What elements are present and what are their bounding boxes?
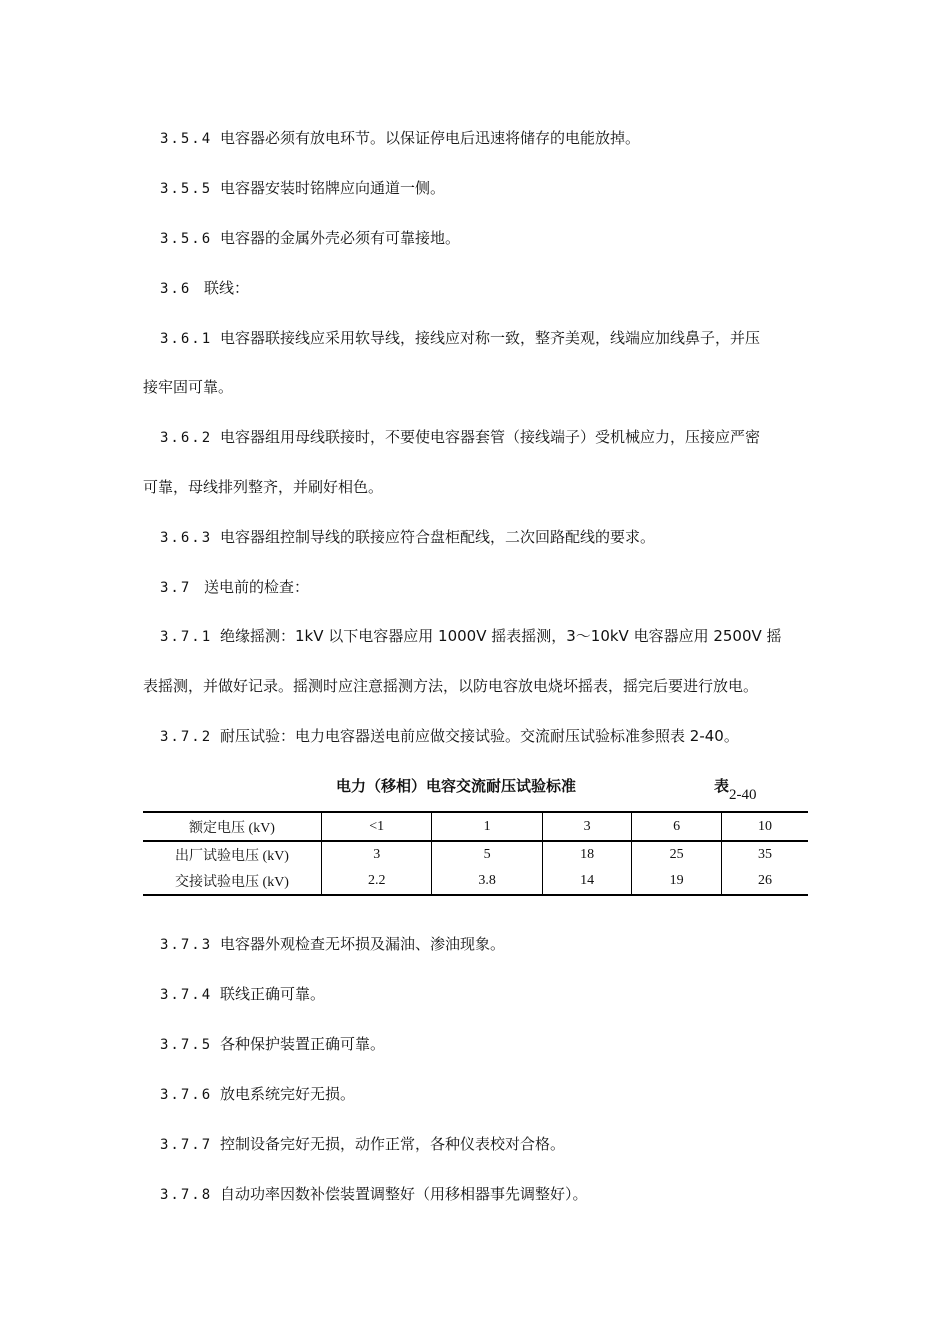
clause-text-continued: 表摇测，并做好记录。摇测时应注意摇测方法，以防电容放电烧坏摇表，摇完后要进行放电。 [143, 677, 759, 695]
clause-text: 各种保护装置正确可靠。 [220, 1035, 386, 1053]
clause-number: 3.6 [160, 281, 192, 297]
table-cell: 25 [632, 841, 722, 868]
clause-3-7-4 [160, 984, 820, 1005]
clause-3-5-4 [160, 128, 820, 149]
clause-number: 3.7 [160, 580, 192, 596]
table-number-value: 2-40 [729, 787, 757, 803]
clause-3-7-7 [160, 1134, 820, 1155]
clause-text: 电容器必须有放电环节。以保证停电后迅速将储存的电能放掉。 [220, 129, 641, 147]
clause-3-6-2-continuation [143, 477, 803, 497]
clause-number: 3.7.5 [160, 1037, 213, 1053]
clause-number: 3.7.7 [160, 1137, 213, 1153]
table-cell: 交接试验电压 (kV) [143, 868, 322, 895]
clause-text: 耐压试验：电力电容器送电前应做交接试验。交流耐压试验标准参照表 2-40。 [220, 727, 739, 745]
clause-text: 自动功率因数补偿装置调整好（用移相器事先调整好）。 [220, 1185, 588, 1203]
clause-text: 电容器组用母线联接时，不要使电容器套管（接线端子）受机械应力，压接应严密 [220, 428, 761, 446]
table-cell: 14 [542, 868, 632, 895]
table-cell: 5 [432, 841, 542, 868]
table-row [143, 868, 808, 895]
table-header-cell: 3 [542, 812, 632, 841]
table-header-cell: 10 [721, 812, 808, 841]
clause-3-6-3 [160, 527, 820, 548]
clause-text: 电容器联接线应采用软导线，接线应对称一致，整齐美观，线端应加线鼻子，并压 [220, 329, 761, 347]
table-number-label: 表 [714, 777, 730, 795]
clause-3-7-2 [160, 726, 820, 747]
clause-text: 控制设备完好无损，动作正常，各种仪表校对合格。 [220, 1135, 566, 1153]
table-header-cell: 额定电压 (kV) [143, 812, 322, 841]
clause-text: 送电前的检查： [204, 578, 310, 596]
clause-3-6-1-continuation [143, 377, 803, 397]
table-header-row [143, 812, 808, 841]
table-cell: 35 [721, 841, 808, 868]
clause-3-6-2 [160, 427, 820, 448]
clause-number: 3.6.3 [160, 530, 213, 546]
clause-3-6 [160, 278, 820, 299]
clause-number: 3.7.4 [160, 987, 213, 1003]
table-cell: 18 [542, 841, 632, 868]
table-cell: 3 [322, 841, 432, 868]
clause-text: 电容器组控制导线的联接应符合盘柜配线，二次回路配线的要求。 [220, 528, 656, 546]
clause-number: 3.7.1 [160, 629, 213, 645]
clause-text: 联线： [204, 279, 250, 297]
clause-3-7-1-continuation [143, 676, 803, 696]
clause-text: 放电系统完好无损。 [220, 1085, 356, 1103]
clause-3-7-3 [160, 934, 820, 955]
table-number [714, 775, 757, 803]
clause-number: 3.7.6 [160, 1087, 213, 1103]
table-cell: 2.2 [322, 868, 432, 895]
table-header-cell: <1 [322, 812, 432, 841]
clause-text-continued: 可靠，母线排列整齐，并刷好相色。 [143, 478, 384, 496]
clause-number: 3.5.6 [160, 231, 213, 247]
table-header-cell: 1 [432, 812, 542, 841]
table-cell: 19 [632, 868, 722, 895]
clause-number: 3.7.2 [160, 729, 213, 745]
clause-3-7-8 [160, 1184, 820, 1205]
clause-text: 绝缘摇测：1kV 以下电容器应用 1000V 摇表摇测，3～10kV 电容器应用 2500V 摇 [220, 627, 782, 645]
clause-3-7-6 [160, 1084, 820, 1105]
clause-number: 3.7.8 [160, 1187, 213, 1203]
clause-number: 3.5.5 [160, 181, 213, 197]
clause-3-7 [160, 577, 820, 598]
table-cell: 出厂试验电压 (kV) [175, 849, 289, 864]
clause-number: 3.6.2 [160, 430, 213, 446]
clause-3-7-5 [160, 1034, 820, 1055]
clause-text: 电容器外观检查无坏损及漏油、渗油现象。 [220, 935, 506, 953]
clause-text-continued: 接牢固可靠。 [143, 378, 234, 396]
clause-text: 电容器安装时铭牌应向通道一侧。 [220, 179, 446, 197]
table-cell: 26 [721, 868, 808, 895]
clause-number: 3.6.1 [160, 331, 213, 347]
clause-text: 联线正确可靠。 [220, 985, 326, 1003]
table-cell: 3.8 [432, 868, 542, 895]
table-row [143, 841, 808, 868]
clause-number: 3.7.3 [160, 937, 213, 953]
clause-3-6-1 [160, 328, 820, 349]
voltage-test-table [143, 811, 808, 896]
clause-3-7-1 [160, 626, 820, 647]
clause-text: 电容器的金属外壳必须有可靠接地。 [220, 229, 461, 247]
clause-number: 3.5.4 [160, 131, 213, 147]
clause-3-5-6 [160, 228, 820, 249]
table-header-cell: 6 [632, 812, 722, 841]
clause-3-5-5 [160, 178, 820, 199]
table-title: 电力（移相）电容交流耐压试验标准 [336, 777, 577, 795]
